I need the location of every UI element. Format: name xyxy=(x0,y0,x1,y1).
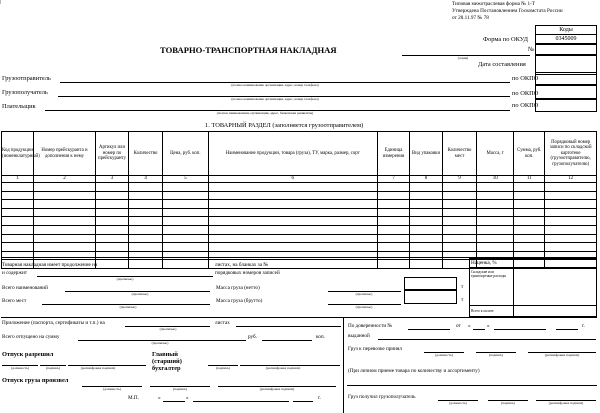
okpo-consignee-label: по ОКПО xyxy=(512,90,539,97)
table-cell[interactable] xyxy=(443,183,477,192)
table-cell[interactable] xyxy=(34,217,96,226)
hint-decode: (расшифровка подписи) xyxy=(544,353,580,357)
table-cell[interactable] xyxy=(409,225,442,234)
table-cell[interactable] xyxy=(377,217,409,226)
table-row xyxy=(2,200,597,209)
hint-signature: (подпись) xyxy=(500,401,516,405)
form-type-line2: Утверждена Постановлением Госкомстата России xyxy=(452,8,563,14)
okpo-shipper-box[interactable] xyxy=(535,72,597,85)
table-cell[interactable] xyxy=(129,191,163,200)
col-header-unit: Единица измерения xyxy=(377,132,409,176)
table-cell[interactable] xyxy=(95,234,128,243)
table-cell[interactable] xyxy=(477,234,514,243)
col-num: 9 xyxy=(443,176,477,183)
proxy-day-field[interactable] xyxy=(473,329,485,330)
release-day-field[interactable] xyxy=(163,401,185,402)
table-cell[interactable] xyxy=(514,200,545,209)
table-cell[interactable] xyxy=(95,200,128,209)
table-cell[interactable] xyxy=(34,191,96,200)
col-header-price-list: Номер прейскуранта и дополнения к нему xyxy=(34,132,96,176)
table-cell[interactable] xyxy=(208,225,377,234)
net-mass-hint: (прописью) xyxy=(355,292,373,296)
col-num: 2 xyxy=(34,176,96,183)
number-label: № xyxy=(528,46,535,53)
codes-header: Коды xyxy=(535,25,597,35)
col-num: 3 xyxy=(95,176,128,183)
table-row xyxy=(2,208,597,217)
shipper-hint: (полное наименование организации, адрес, номер телефона) xyxy=(231,83,319,87)
table-cell[interactable] xyxy=(545,234,597,243)
table-cell[interactable] xyxy=(208,251,377,260)
col-header-name: Наименование продукции, товара (груза), ТУ, марка, размер, сорт xyxy=(208,132,377,176)
col-header-mass: Масса, т xyxy=(477,132,514,176)
table-cell[interactable] xyxy=(514,183,545,192)
table-cell[interactable] xyxy=(208,200,377,209)
gross-mass-hint: (прописью) xyxy=(355,305,373,309)
table-cell[interactable] xyxy=(477,243,514,252)
serial-numbers-label: порядковых номеров записей xyxy=(215,270,280,276)
table-cell[interactable] xyxy=(95,251,128,260)
table-cell[interactable] xyxy=(443,217,477,226)
net-mass-label: Масса груза (нетто) xyxy=(216,285,260,291)
table-cell[interactable] xyxy=(514,208,545,217)
col-header-sum: Сумма, руб. коп. xyxy=(514,132,545,176)
bottom-top-line xyxy=(1,317,597,318)
issued-label: выданной xyxy=(348,333,370,339)
total-sum-hint: (прописью) xyxy=(151,341,169,345)
table-cell[interactable] xyxy=(95,191,128,200)
table-cell[interactable] xyxy=(443,234,477,243)
net-mass-box[interactable] xyxy=(404,277,457,290)
release-made-label: Отпуск груза произвел xyxy=(2,377,69,384)
table-cell[interactable] xyxy=(443,191,477,200)
col-num: 12 xyxy=(545,176,597,183)
table-cell[interactable] xyxy=(477,217,514,226)
table-cell[interactable] xyxy=(2,208,34,217)
issued-field[interactable] xyxy=(378,339,596,340)
release-allowed-label: Отпуск разрешил xyxy=(2,351,54,358)
table-cell[interactable] xyxy=(477,208,514,217)
table-cell[interactable] xyxy=(95,260,128,269)
table-cell[interactable] xyxy=(34,208,96,217)
table-cell[interactable] xyxy=(163,200,208,209)
table-cell[interactable] xyxy=(2,234,34,243)
table-row xyxy=(2,243,597,252)
table-cell[interactable] xyxy=(443,200,477,209)
blank-numbers-field[interactable] xyxy=(298,268,466,269)
total-sum-label: Всего отпущено на сумму xyxy=(2,334,60,340)
proxy-from-label: от xyxy=(456,323,461,329)
okpo-consignee-box[interactable] xyxy=(535,85,597,99)
table-cell[interactable] xyxy=(34,234,96,243)
table-cell[interactable] xyxy=(163,234,208,243)
gross-mass-label: Масса груза (брутто) xyxy=(216,298,263,304)
table-cell[interactable] xyxy=(377,251,409,260)
table-cell[interactable] xyxy=(409,251,442,260)
okpo-payer-label: по ОКПО xyxy=(512,102,539,109)
table-cell[interactable] xyxy=(545,217,597,226)
form-type-line1: Типовая межотраслевая форма № 1-Т xyxy=(452,1,535,7)
table-cell[interactable] xyxy=(377,191,409,200)
number-box[interactable] xyxy=(535,44,597,55)
table-cell[interactable] xyxy=(2,191,34,200)
table-cell[interactable] xyxy=(443,225,477,234)
release-month-field[interactable] xyxy=(193,401,289,402)
table-cell[interactable] xyxy=(129,234,163,243)
table-cell[interactable] xyxy=(163,251,208,260)
consignee-hint: (полное наименование организации, адрес, номер телефона) xyxy=(231,97,319,101)
attachment-sheets-label: листах xyxy=(215,320,230,326)
table-cell[interactable] xyxy=(2,243,34,252)
table-cell[interactable] xyxy=(208,183,377,192)
table-cell[interactable] xyxy=(129,200,163,209)
goods-table xyxy=(1,131,597,269)
table-cell[interactable] xyxy=(443,208,477,217)
table-cell[interactable] xyxy=(409,200,442,209)
col-num: 10 xyxy=(477,176,514,183)
table-cell[interactable] xyxy=(34,200,96,209)
document-title: ТОВАРНО-ТРАНСПОРТНАЯ НАКЛАДНАЯ xyxy=(160,45,337,55)
contains-label: и содержит xyxy=(2,270,27,276)
table-cell[interactable] xyxy=(34,243,96,252)
table-cell[interactable] xyxy=(443,243,477,252)
bottom-divider xyxy=(343,317,344,413)
table-cell[interactable] xyxy=(514,217,545,226)
table-cell[interactable] xyxy=(34,251,96,260)
hint-decode: (расшифровка подписи) xyxy=(80,366,116,370)
table-cell[interactable] xyxy=(95,183,128,192)
rub-label: руб. xyxy=(248,334,257,340)
table-cell[interactable] xyxy=(34,225,96,234)
table-cell[interactable] xyxy=(377,234,409,243)
markup-row1-line xyxy=(469,267,597,268)
table-cell[interactable] xyxy=(208,234,377,243)
hint-signature: (подпись) xyxy=(215,366,231,370)
proxy-label: По доверенности № xyxy=(348,323,393,329)
table-cell[interactable] xyxy=(477,191,514,200)
table-cell[interactable] xyxy=(545,191,597,200)
acceptance-line xyxy=(347,385,597,386)
table-cell[interactable] xyxy=(129,251,163,260)
records-hint: (прописью) xyxy=(116,277,134,281)
accepted-label: Груз к перевозке принял xyxy=(348,346,402,352)
table-cell[interactable] xyxy=(377,183,409,192)
chief-accountant-label: Главный (старший) бухгалтер xyxy=(152,351,182,372)
table-cell[interactable] xyxy=(2,183,34,192)
received-label: Груз получил грузополучатель xyxy=(348,394,416,400)
markup-label: Наценка, % xyxy=(471,260,497,266)
table-cell[interactable] xyxy=(545,183,597,192)
table-row xyxy=(2,225,597,234)
total-names-label: Всего наименований xyxy=(2,285,48,291)
table-cell[interactable] xyxy=(163,208,208,217)
table-cell[interactable] xyxy=(514,191,545,200)
date-quote-close: » xyxy=(186,395,189,401)
proxy-quote-close: » xyxy=(487,323,490,329)
hint-position: (должность) xyxy=(435,353,453,357)
table-cell[interactable] xyxy=(2,225,34,234)
table-cell[interactable] xyxy=(409,183,442,192)
corner-mark: ǀ xyxy=(0,0,2,6)
col-header-places: Количество мест xyxy=(443,132,477,176)
table-cell[interactable] xyxy=(129,208,163,217)
section-title: 1. ТОВАРНЫЙ РАЗДЕЛ (заполняется грузоотправителем) xyxy=(205,122,364,129)
attachment-hint: (прописью) xyxy=(159,327,177,331)
consignee-label: Грузополучатель xyxy=(2,89,48,96)
hint-decode: (расшифровка подписи) xyxy=(548,401,584,405)
col-num: 11 xyxy=(514,176,545,183)
table-cell[interactable] xyxy=(514,234,545,243)
hint-position: (должность) xyxy=(11,366,29,370)
total-places-label: Всего мест xyxy=(2,298,27,304)
continued-sheets-field[interactable] xyxy=(128,268,212,269)
payer-hint: (полное наименование организации, адрес, банковские реквизиты) xyxy=(216,111,314,115)
release-year-field[interactable] xyxy=(293,401,313,402)
table-cell[interactable] xyxy=(2,217,34,226)
table-cell[interactable] xyxy=(377,208,409,217)
continued-label: Товарная накладная имеет продолжение на xyxy=(2,262,98,268)
table-cell[interactable] xyxy=(545,208,597,217)
col-header-package: Вид упаковки xyxy=(409,132,442,176)
hint-position: (должность) xyxy=(103,387,121,391)
table-cell[interactable] xyxy=(163,243,208,252)
payer-label: Плательщик xyxy=(2,103,36,110)
table-cell[interactable] xyxy=(545,225,597,234)
okpo-payer-box[interactable] xyxy=(535,99,597,112)
table-cell[interactable] xyxy=(95,217,128,226)
gross-mass-box[interactable] xyxy=(404,290,457,304)
date-quote-open: « xyxy=(158,395,161,401)
table-cell[interactable] xyxy=(129,243,163,252)
table-cell[interactable] xyxy=(545,243,597,252)
proxy-number-field[interactable] xyxy=(408,329,450,330)
form-type-line3: от 28.11.97 № 78 xyxy=(452,15,489,21)
table-cell[interactable] xyxy=(129,225,163,234)
series-hint: (серия) xyxy=(457,56,469,60)
table-cell[interactable] xyxy=(409,208,442,217)
table-cell[interactable] xyxy=(409,191,442,200)
table-cell[interactable] xyxy=(163,225,208,234)
table-cell[interactable] xyxy=(477,200,514,209)
table-cell[interactable] xyxy=(477,225,514,234)
table-cell[interactable] xyxy=(208,243,377,252)
table-cell[interactable] xyxy=(377,200,409,209)
hint-decode: (расшифровка подписи) xyxy=(265,366,301,370)
kop-label: коп. xyxy=(316,334,325,340)
warehouse-costs-label: Складские или транспортные расходы xyxy=(471,270,506,279)
hint-signature: (подпись) xyxy=(488,353,504,357)
col-num: 1 xyxy=(2,176,34,183)
table-cell[interactable] xyxy=(208,208,377,217)
table-row xyxy=(2,183,597,192)
proxy-month-field[interactable] xyxy=(494,329,546,330)
col-header-quantity: Количество xyxy=(129,132,163,176)
number-field[interactable] xyxy=(470,55,530,56)
year-label: г. xyxy=(318,395,321,401)
attachment-label: Приложение (паспорта, сертификаты и т.п.) на xyxy=(2,320,105,326)
col-header-record: Порядковый номер записи по складской картотеке (грузоотправителю, грузополучателю) xyxy=(545,132,597,176)
table-cell[interactable] xyxy=(377,243,409,252)
col-header-code: Код продукции (номенклатурный) xyxy=(2,132,34,176)
markup-row2-line xyxy=(469,305,597,306)
table-cell[interactable] xyxy=(409,217,442,226)
net-mass-unit: т xyxy=(461,284,464,290)
proxy-quote-open: « xyxy=(468,323,471,329)
table-cell[interactable] xyxy=(377,225,409,234)
table-cell[interactable] xyxy=(163,217,208,226)
table-cell[interactable] xyxy=(95,208,128,217)
table-cell[interactable] xyxy=(34,183,96,192)
col-header-article: Артикул или номер по прейскуранту xyxy=(95,132,128,176)
total-names-hint: (прописью) xyxy=(131,292,149,296)
table-row xyxy=(2,217,597,226)
table-cell[interactable] xyxy=(95,225,128,234)
hint-signature: (подпись) xyxy=(45,366,61,370)
col-num: 7 xyxy=(377,176,409,183)
table-cell[interactable] xyxy=(163,191,208,200)
table-cell[interactable] xyxy=(129,183,163,192)
proxy-year-label: г. xyxy=(582,323,585,329)
hint-decode: (расшифровка подписи) xyxy=(259,387,295,391)
total-pay-label: Всего к оплате xyxy=(471,309,494,313)
table-cell[interactable] xyxy=(208,217,377,226)
col-num: 5 xyxy=(163,176,208,183)
table-cell[interactable] xyxy=(514,225,545,234)
kop-field[interactable] xyxy=(262,340,312,341)
okud-value: 0345009 xyxy=(535,34,597,44)
acceptance-note: (При личном приеме товара по количеству и ассортименту) xyxy=(348,368,480,374)
okpo-shipper-label: по ОКПО xyxy=(512,75,539,82)
col-num: 4 xyxy=(129,176,163,183)
gross-mass-unit: т xyxy=(461,297,464,303)
total-places-hint: (прописью) xyxy=(119,305,137,309)
shipper-label: Грузоотправитель xyxy=(2,75,51,82)
table-cell[interactable] xyxy=(477,183,514,192)
hint-signature: (подпись) xyxy=(172,387,188,391)
table-cell[interactable] xyxy=(129,217,163,226)
table-cell[interactable] xyxy=(514,243,545,252)
table-cell[interactable] xyxy=(545,200,597,209)
attachment-sheets-field[interactable] xyxy=(236,326,341,327)
col-num: 8 xyxy=(409,176,442,183)
table-row xyxy=(2,234,597,243)
mp-label: М.П. xyxy=(128,395,139,401)
sheets-label: листах, на бланках за № xyxy=(215,262,269,268)
table-cell[interactable] xyxy=(163,183,208,192)
table-row xyxy=(2,191,597,200)
table-cell[interactable] xyxy=(2,200,34,209)
col-num: 6 xyxy=(208,176,377,183)
table-cell[interactable] xyxy=(409,243,442,252)
table-cell[interactable] xyxy=(208,191,377,200)
proxy-year-field[interactable] xyxy=(556,329,578,330)
table-cell[interactable] xyxy=(409,234,442,243)
table-cell[interactable] xyxy=(2,251,34,260)
date-label: Дата составления xyxy=(478,61,526,68)
table-cell[interactable] xyxy=(95,243,128,252)
col-header-price: Цена, руб. коп. xyxy=(163,132,208,176)
okud-label: Форма по ОКУД xyxy=(483,36,528,43)
hint-position: (должность) xyxy=(449,401,467,405)
